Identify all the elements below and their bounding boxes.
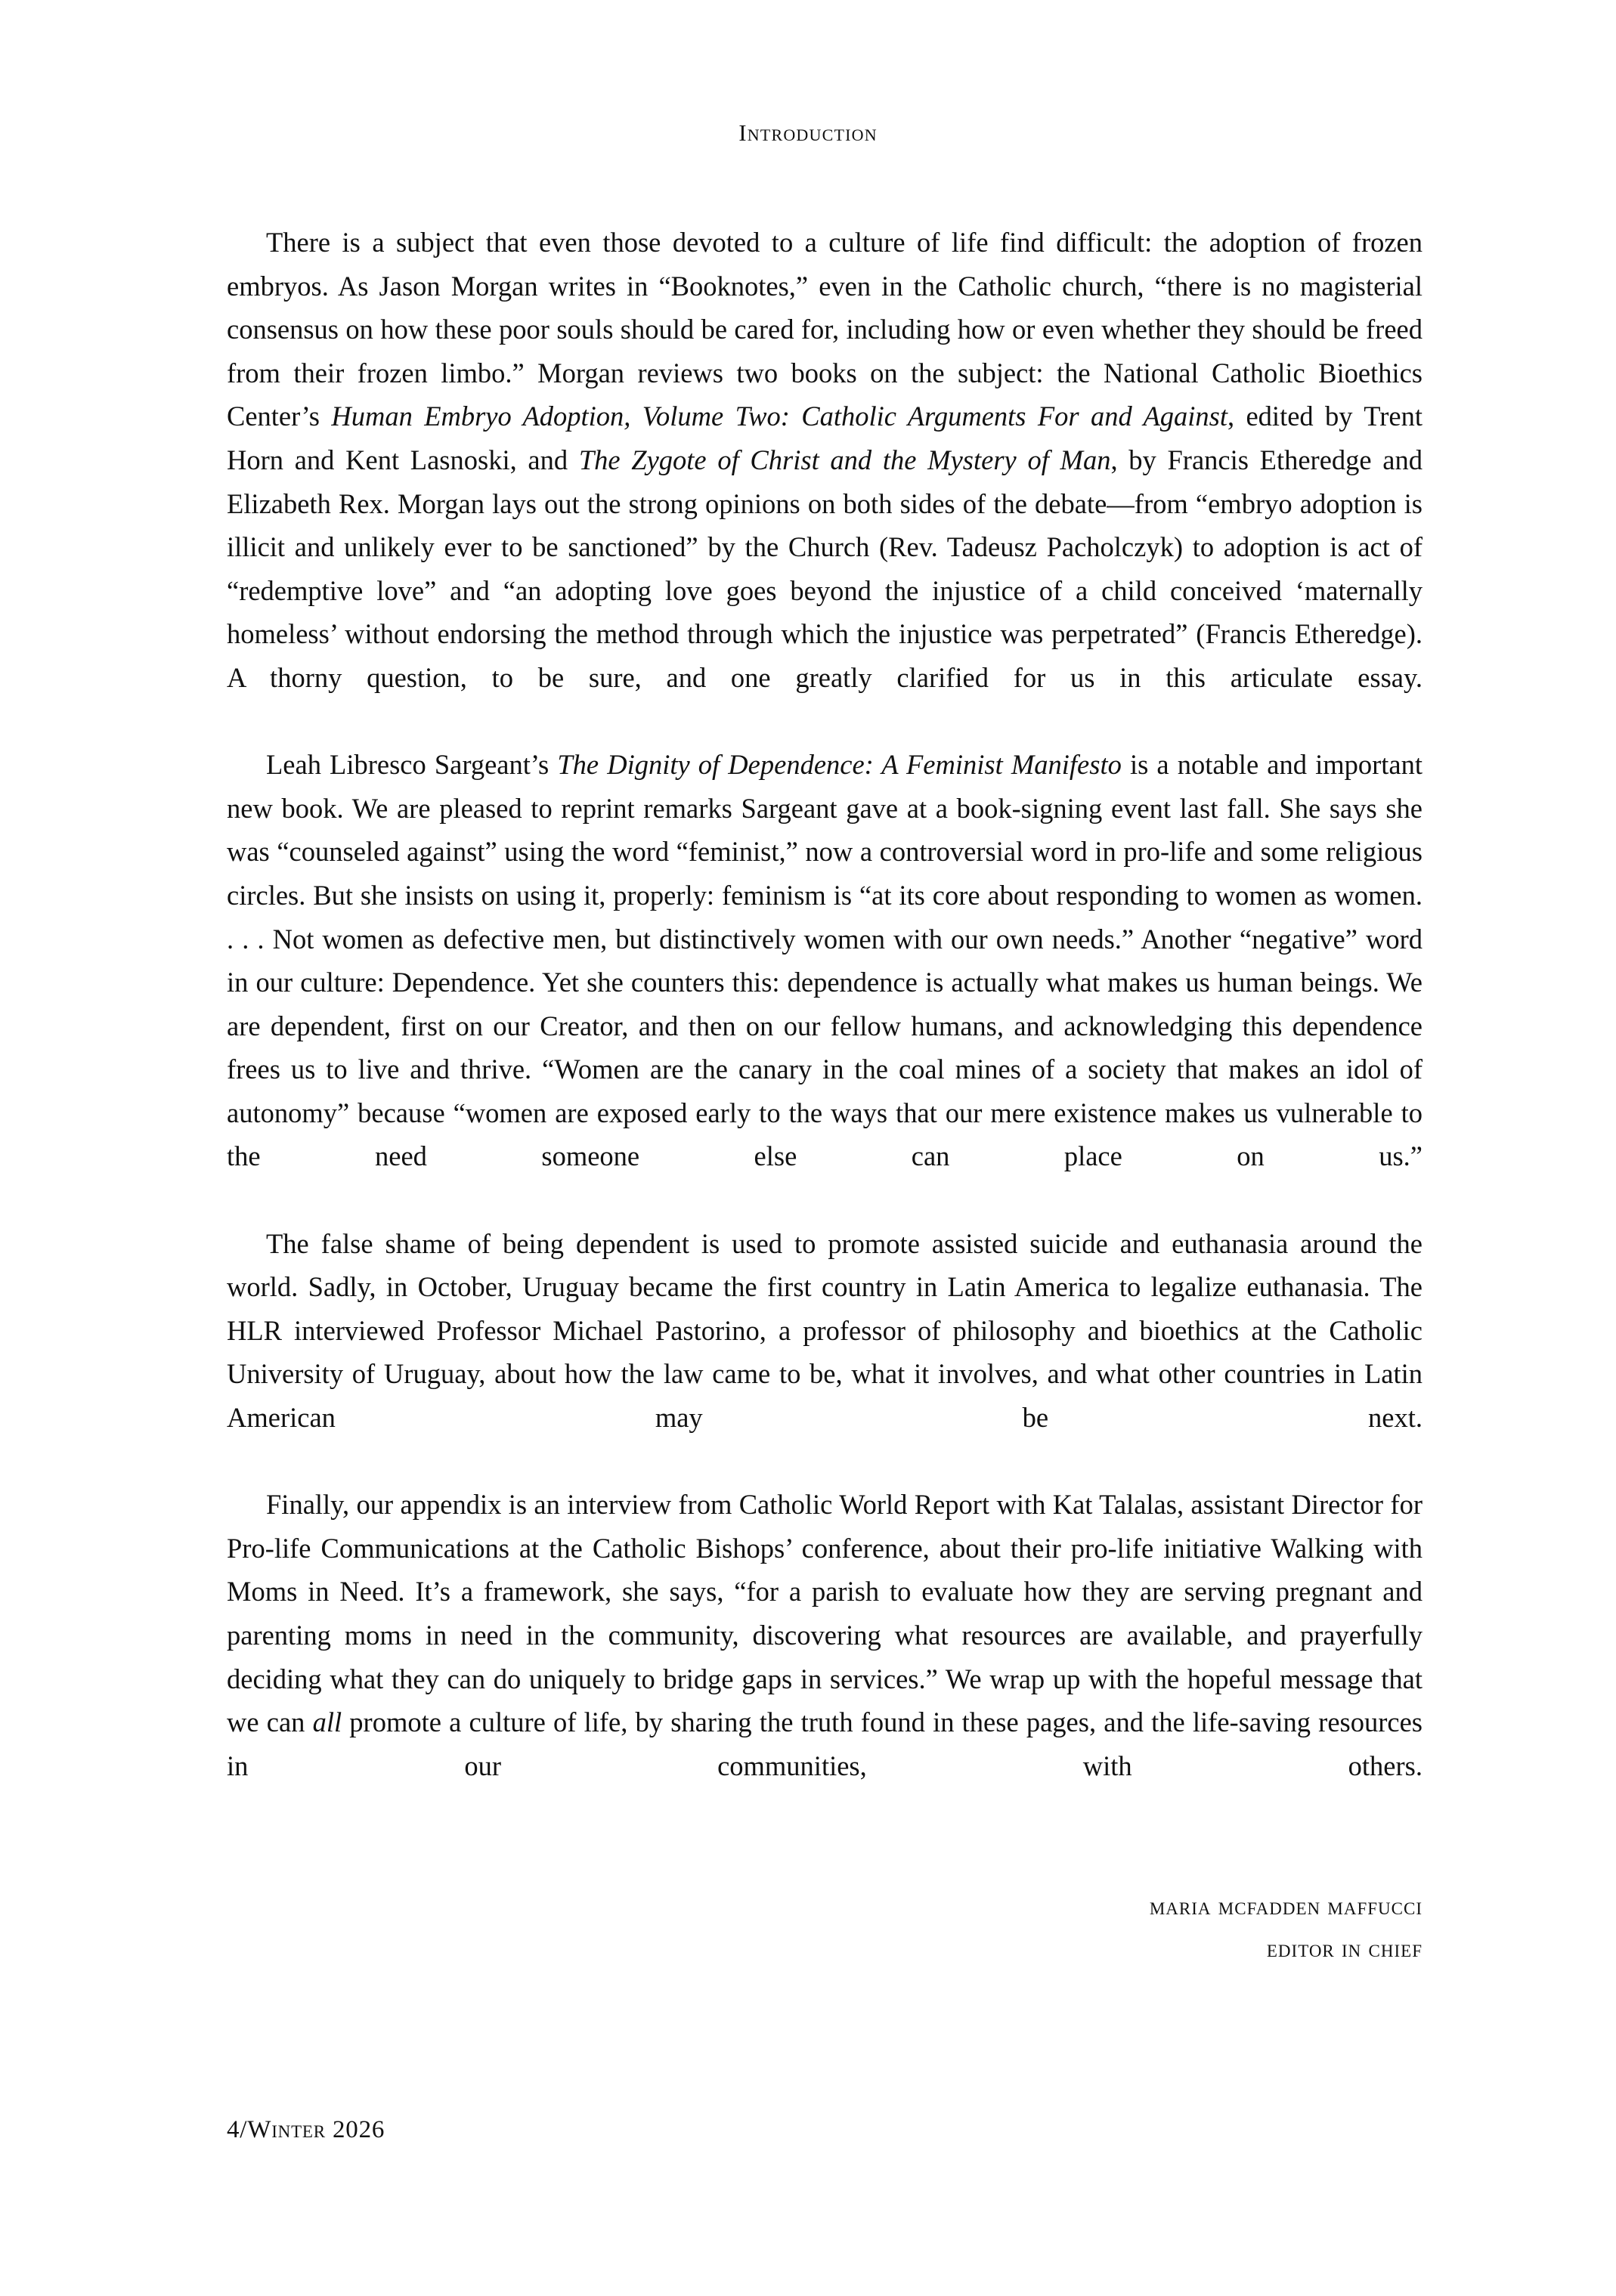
paragraph-p4-appendix-kat-talalas: Finally, our appendix is an interview from Catholic World Report with Kat Talalas, assistant Director for Pro-life Communications at the Catholic Bishops’ conference, about their pro-life initiative Walking with Moms in Need. It’s a framework, she says, “for a parish to evaluate how they are serving pregnant and parenting moms in need in the community, discovering what resources are available, and prayerfully deciding what they can do uniquely to bridge gaps in services.” We wrap up with the hopeful message that we can all promote a culture of life, by sharing the truth found in these pages, and the life-saving resources in our communities, with others. [227,1489,1423,1781]
paragraph-p3-euthanasia-uruguay: The false shame of being dependent is used to promote assisted suicide and euthanasia around the world. Sadly, in October, Uruguay became the first country in Latin America to legalize euthanasia. The HLR interviewed Professor Michael Pastorino, a professor of philosophy and bioethics at the Catholic University of Uruguay, about how the law came to be, what it involves, and what other countries in Latin American may be next. [227,1227,1423,1434]
paragraph-p1-embryo-adoption: There is a subject that even those devoted to a culture of life find difficult: the adoption of frozen embryos. As Jason Morgan writes in “Booknotes,” even in the Catholic church, “there is no magisterial consensus on how these poor souls should be cared for, including how or even whether they should be freed from their frozen limbo.” Morgan reviews two books on the subject: the National Catholic Bioethics Center’s Human Embryo Adoption, Volume Two: Catholic Arguments For and Against, edited by Trent Horn and Kent Lasnoski, and The Zygote of Christ and the Mystery of Man, by Francis Etheredge and Elizabeth Rex. Morgan lays out the strong opinions on both sides of the debate—from “embryo adoption is illicit and unlikely ever to be sanctioned” by the Church (Rev. Tadeusz Pacholczyk) to adoption is act of “redemptive love” and “an adopting love goes beyond the injustice of a child conceived ‘maternally homeless’ without endorsing the method through which the injustice was perpetrated” (Francis Etheredge). A thorny question, to be sure, and one greatly clarified for us in this articulate essay. [227,227,1423,693]
italic-title: The Zygote of Christ and the Mystery of Man [578,444,1111,475]
italic-title: Human Embryo Adoption, Volume Two: Catholic Arguments For and Against [331,401,1227,432]
page-folio: 4/Winter 2026 [227,2116,385,2143]
italic-title: The Dignity of Dependence: A Feminist Manifesto [557,749,1122,781]
editor-name: maria mcfadden maffucci [1149,1893,1423,1920]
editor-title: editor in chief [1266,1936,1423,1963]
running-head: Introduction [738,119,878,146]
paragraph-p2-dignity-of-dependence: Leah Libresco Sargeant’s The Dignity of Dependence: A Feminist Manifesto is a notable and important new book. We are pleased to reprint remarks Sargeant gave at a book-signing event last fall. She says she was “counseled against” using the word “feminist,” now a controversial word in pro-life and some religious circles. But she insists on using it, properly: feminism is “at its core about responding to women as women. . . . Not women as defective men, but distinctively women with our own needs.” Another “negative” word in our culture: Dependence. Yet she counters this: dependence is actually what makes us human beings. We are dependent, first on our Creator, and then on our fellow humans, and acknowledging this dependence frees us to live and thrive. “Women are the canary in the coal mines of a society that makes an idol of autonomy” because “women are exposed early to the ways that our mere existence makes us vulnerable to the need someone else can place on us.” [227,749,1423,1172]
italic-title: all [312,1707,342,1738]
signature-block [227,1886,1423,1970]
body-text-column [227,221,1423,1831]
